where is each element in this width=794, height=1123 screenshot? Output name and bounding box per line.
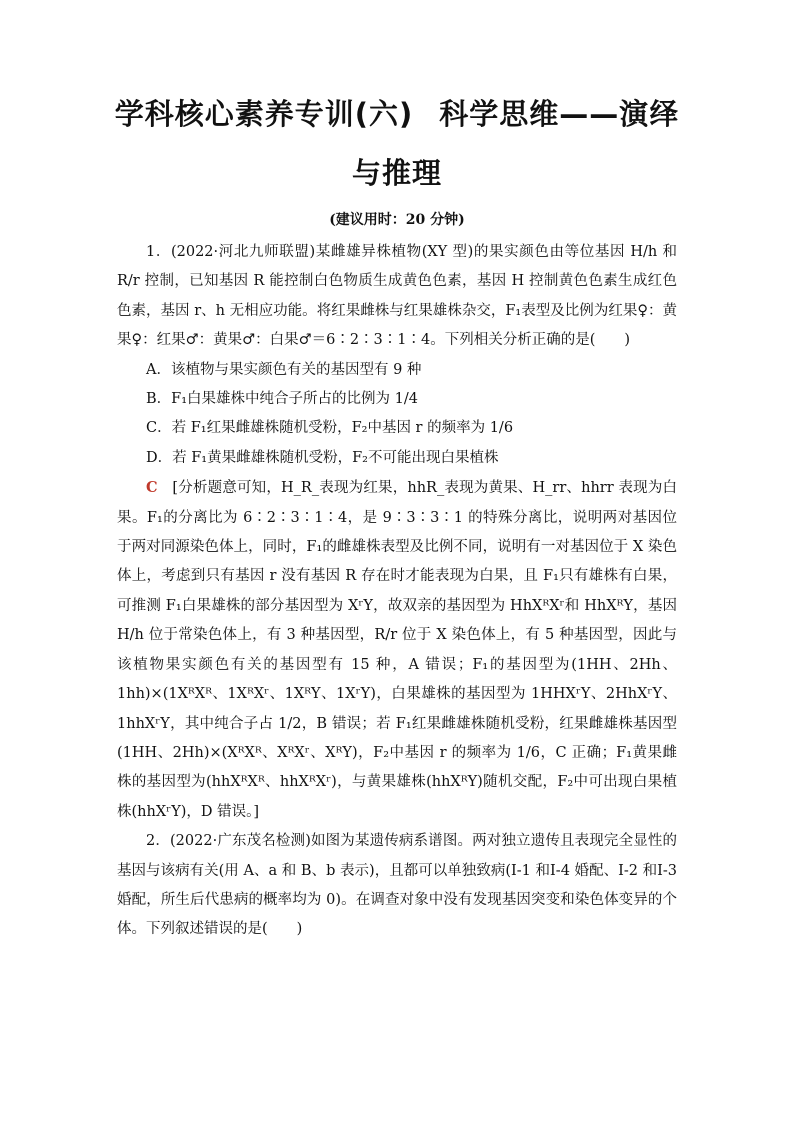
title-part-series: 学科核心素养专训(六) [114, 97, 414, 131]
question-1-option-a: A．该植物与果实颜色有关的基因型有 9 种 [146, 361, 422, 378]
page-title-continued: 与推理 [351, 156, 442, 190]
question-1-analysis: [分析题意可知，H_R_表现为红果，hhR_表现为黄果、H_rr、hhrr 表现为白果。F₁的分离比为 6∶2∶3∶1∶4，是 9∶3∶3∶1 的特殊分离比，说明两对基因位于两对同源染色体上，同时，F₁的雌雄株表型及比例不同，说明有一对基因位于 X 染色体上，考虑到只有基因 r 没有基因 R 存在时才能表现为白果，且 F₁只有雄株有白果，可推测 F₁白果雄株的部分基因型为 XʳY，故双亲的基因型为 HhXᴿXʳ和 HhXᴿY，基因 H/h 位于常染色体上，有 3 种基因型，R/r 位于 X 染色体上，有 5 种基因型，因此与该植物果实颜色有关的基因型有 15 种，A 错误；F₁的基因型为(1HH、2Hh、1hh)×(1XᴿXᴿ、1XᴿXʳ、1XᴿY、1XʳY)，白果雄株的基因型为 1HHXʳY、2HhXʳY、1hhXʳY，其中纯合子占 1/2，B 错误；若 F₁红果雌雄株随机受粉，红果雌雄株基因型(1HH、2Hh)×(XᴿXᴿ、XᴿXʳ、XᴿY)，F₂中基因 r 的频率为 1/6，C 正确；F₁黄果雌株的基因型为(hhXᴿXᴿ、hhXᴿXʳ)，与黄果雄株(hhXᴿY)随机交配，F₂中可出现白果植株(hhXʳY)，D 错误。] [117, 480, 677, 820]
suggested-time: (建议用时：20 分钟) [329, 212, 465, 228]
document-body [117, 238, 677, 945]
question-1-option-d: D．若 F₁黄果雌雄株随机受粉，F₂不可能出现白果植株 [146, 449, 499, 466]
page-title [60, 96, 734, 132]
question-1-option-c: C．若 F₁红果雌雄株随机受粉，F₂中基因 r 的频率为 1/6 [146, 420, 514, 437]
question-1-answer-letter: C [146, 479, 158, 497]
question-1-stem: 1．(2022·河北九师联盟)某雌雄异株植物(XY 型)的果实颜色由等位基因 H/h 和 R/r 控制，已知基因 R 能控制白色物质生成黄色色素，基因 H 控制黄色色素生成红色色素，基因 r、h 无相应功能。将红果雌株与红果雄株杂交，F₁表型及比例为红果♀：黄果♀：红果♂：黄果♂：白果♂＝6∶2∶3∶1∶4。下列相关分析正确的是( ) [117, 244, 677, 349]
question-1-option-b: B．F₁白果雄株中纯合子所占的比例为 1/4 [146, 391, 418, 408]
question-2-stem: 2．(2022·广东茂名检测)如图为某遗传病系谱图。两对独立遗传且表现完全显性的基因与该病有关(用 A、a 和 B、b 表示)，且都可以单独致病(Ⅰ-1 和Ⅰ-4 婚配、Ⅰ-2 和Ⅰ-3 婚配，所生后代患病的概率均为 0)。在调查对象中没有发现基因突变和染色体变异的个体。下列叙述错误的是( ) [117, 833, 677, 938]
question-1-answer-block [117, 473, 677, 827]
title-part-topic: 科学思维——演绎 [439, 97, 680, 131]
